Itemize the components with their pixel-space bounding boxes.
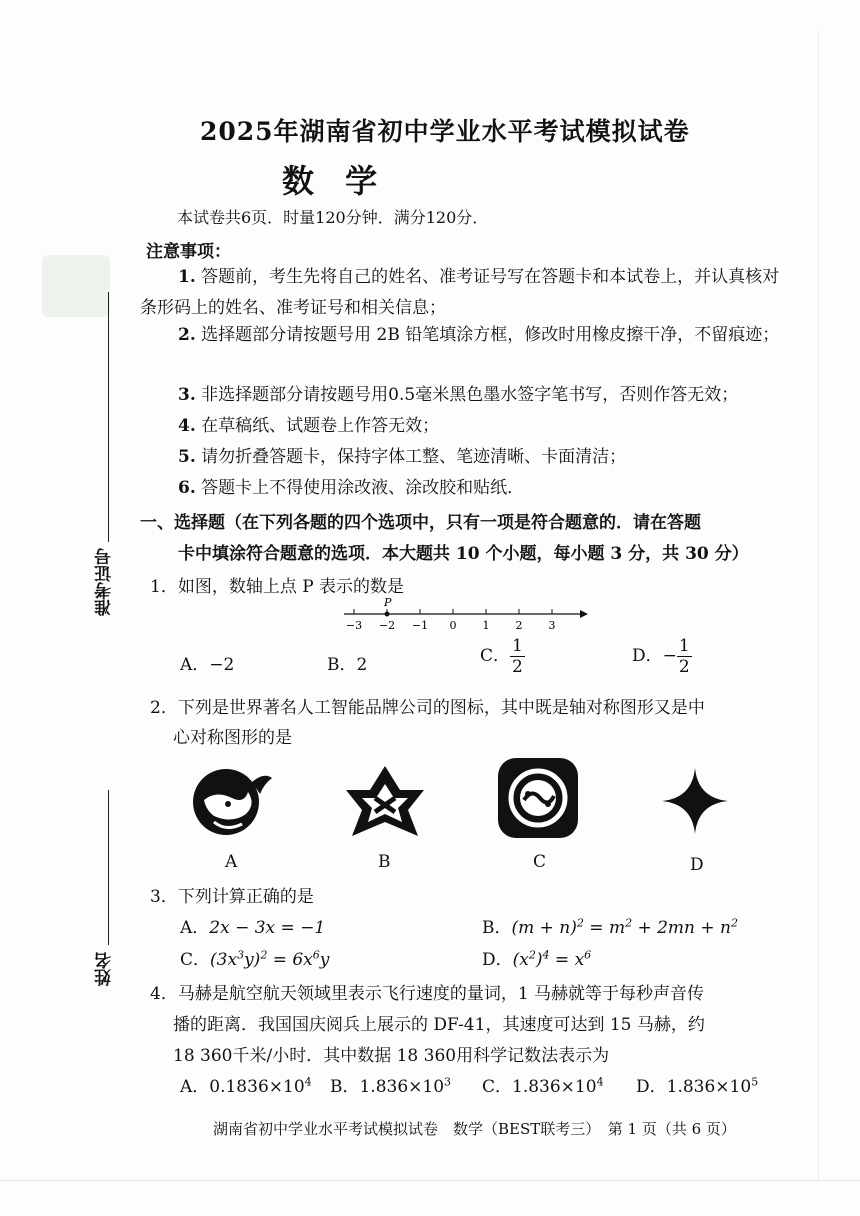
name-line (108, 790, 109, 945)
question-2-stem-line1: 2．下列是世界著名人工智能品牌公司的图标，其中既是轴对称图形又是中 (150, 698, 705, 718)
q3-option-d: D．$(x^2)^4 = x^6$ (482, 948, 592, 970)
scan-mark (42, 255, 110, 317)
number-line-tick-label: 0 (449, 619, 457, 632)
q3-option-a: A．2x − 3x = −1 (180, 918, 326, 938)
number-line (336, 596, 596, 636)
page-footer: 湖南省初中学业水平考试模拟试卷 数学（BEST联考三） 第 1 页（共 6 页） (213, 1120, 736, 1138)
page-edge-right (818, 30, 819, 1180)
rounded-square-logo-icon (496, 756, 580, 840)
q2-label-a: A (225, 852, 238, 872)
notes-header: 注意事项： (146, 242, 231, 262)
subject-title: 数 学 (282, 162, 388, 200)
q3-option-b: B．$(m + n)^2 = m^2 + 2mn + n^2$ (482, 916, 738, 938)
q2-label-c: C (533, 852, 547, 872)
q4-option-c: C．$1.836\times 10^4$ (482, 1075, 604, 1097)
section-heading: 一、选择题（在下列各题的四个选项中，只有一项是符合题意的．请在答题 卡中填涂符合题意的选项．本大题共 10 个小题，每小题 3 分，共 30 分） (140, 513, 749, 564)
question-1-stem: 1．如图，数轴上点 P 表示的数是 (150, 577, 405, 597)
number-line-tick-label: 1 (482, 619, 490, 632)
point-p-label: P (384, 596, 392, 609)
note-2: 2. 选择题部分请按题号用 2B 铅笔填涂方框，修改时用橡皮擦干净，不留痕迹； (178, 325, 780, 345)
page-title: 2025年湖南省初中学业水平考试模拟试卷 (200, 117, 690, 146)
question-4-line2: 播的距离．我国国庆阅兵上展示的 DF-41，其速度可达到 15 马赫，约 (173, 1015, 705, 1035)
q2-label-d: D (690, 855, 704, 875)
q1-option-d: D．− $\frac{1}{2}$ (632, 636, 690, 677)
q1-option-c: C． $\frac{1}{2}$ (480, 636, 523, 677)
q1-option-b: B．2 (327, 655, 368, 675)
question-4-line3: 18 360千米/小时．其中数据 18 360用科学记数法表示为 (173, 1046, 610, 1066)
exam-number-label: 准考证号 (95, 548, 115, 616)
q4-option-a: A．$0.1836\times 10^4$ (180, 1075, 312, 1097)
four-point-star-icon (660, 766, 730, 836)
number-line-tick-label: −3 (345, 619, 363, 632)
number-line-tick-label: 3 (548, 619, 556, 632)
note-6: 6. 答题卡上不得使用涂改液、涂改胶和贴纸． (178, 478, 525, 498)
name-label: 姓名 (95, 952, 115, 986)
whale-logo-icon (186, 762, 276, 842)
exam-info: 本试卷共6页．时量120分钟．满分120分． (177, 208, 489, 227)
note-5: 5. 请勿折叠答题卡，保持字体工整、笔迹清晰、卡面清洁； (178, 447, 627, 467)
question-2-stem-line2: 心对称图形的是 (173, 728, 292, 748)
note-3: 3. 非选择题部分请按题号用0.5毫米黑色墨水签字笔书写，否则作答无效； (178, 385, 739, 405)
q3-option-c: C．$(3x^3y)^2 = 6x^6y$ (180, 948, 330, 970)
question-3-stem: 3．下列计算正确的是 (150, 887, 314, 907)
q4-option-b: B．$1.836\times 10^3$ (330, 1075, 452, 1097)
number-line-tick-label: 2 (515, 619, 523, 632)
note-1: 1. 答题前，考生先将自己的姓名、准考证号写在答题卡和本试卷上，并认真核对条形码上的姓名、准考证号和相关信息； (140, 267, 780, 318)
q1-option-a: A．−2 (180, 655, 235, 675)
number-line-tick-label: −1 (411, 619, 429, 632)
hexagram-logo-icon (342, 762, 428, 842)
note-4: 4. 在草稿纸、试题卷上作答无效； (178, 416, 440, 436)
q2-label-b: B (378, 852, 391, 872)
question-4-line1: 4．马赫是航空航天领域里表示飞行速度的量词，1 马赫就等于每秒声音传 (150, 984, 705, 1004)
exam-number-line (108, 292, 109, 542)
point-p-marker (385, 612, 390, 617)
q4-option-d: D．$1.836\times 10^5$ (636, 1075, 759, 1097)
number-line-tick-label: −2 (378, 619, 396, 632)
page-edge-bottom (0, 1180, 860, 1181)
